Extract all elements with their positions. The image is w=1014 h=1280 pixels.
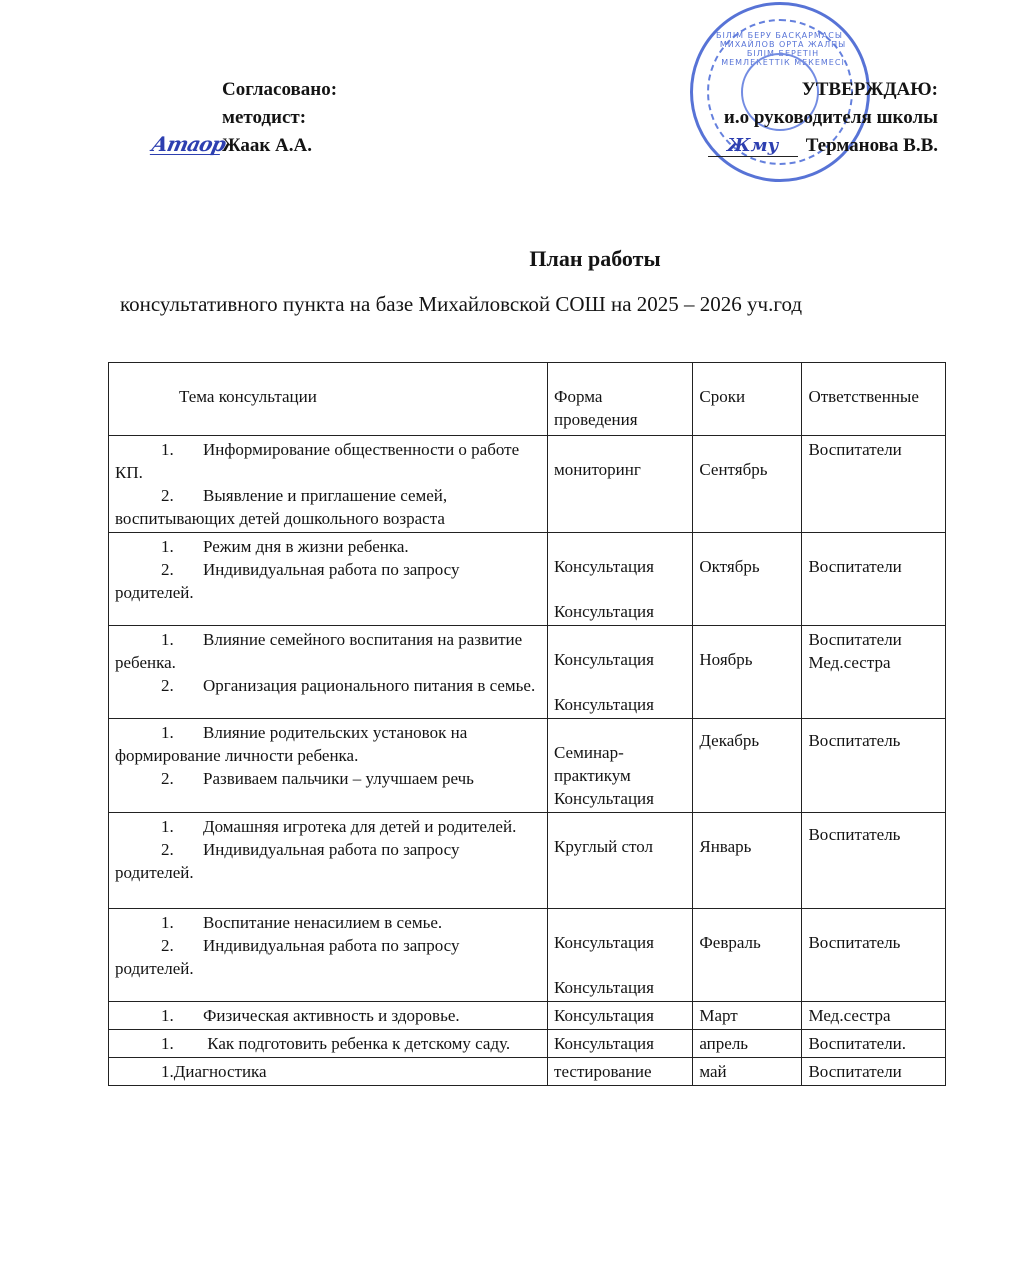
header-responsible: Ответственные bbox=[802, 363, 946, 436]
topic-item bbox=[115, 838, 541, 884]
table-row bbox=[109, 1030, 946, 1058]
responsible-value: Воспитатель bbox=[808, 825, 901, 844]
topic-text: Развиваем пальчики – улучшаем речь bbox=[203, 769, 474, 788]
agreed-label: Согласовано: bbox=[222, 79, 338, 100]
topic-text: Влияние родительских установок на формирование личности ребенка. bbox=[115, 723, 468, 765]
form-value: Консультация bbox=[554, 1034, 654, 1053]
topic-number: 1. bbox=[161, 440, 174, 459]
responsible-value: Воспитатель bbox=[808, 933, 901, 952]
cell-term: Март bbox=[693, 1002, 802, 1030]
form-value: Семинар-практикум bbox=[554, 743, 631, 785]
topic-item bbox=[115, 558, 541, 604]
cell-responsible bbox=[802, 533, 946, 626]
topic-number: 1. bbox=[161, 723, 174, 742]
table-body bbox=[109, 436, 946, 1086]
table-row bbox=[109, 719, 946, 813]
cell-form bbox=[548, 1002, 693, 1030]
form-value: Консультация bbox=[554, 602, 654, 621]
topic-text: Воспитание ненасилием в семье. bbox=[203, 913, 443, 932]
topic-number: 2. bbox=[161, 560, 174, 579]
header-form: Форма проведения bbox=[548, 363, 693, 436]
responsible-value: Мед.сестра bbox=[808, 653, 891, 672]
responsible-value: Воспитатели bbox=[808, 557, 902, 576]
topic-text: Индивидуальная работа по запросу родителей. bbox=[115, 560, 460, 602]
form-value: мониторинг bbox=[554, 460, 641, 479]
responsible-value: Воспитатели bbox=[808, 630, 902, 649]
header-term: Сроки bbox=[693, 363, 802, 436]
document-title-wrap bbox=[0, 246, 1014, 272]
table-row bbox=[109, 813, 946, 909]
cell-topic bbox=[109, 1058, 548, 1086]
cell-responsible bbox=[802, 1030, 946, 1058]
header-topic: Тема консультации bbox=[109, 363, 548, 436]
responsible-value: Воспитатель bbox=[808, 731, 901, 750]
form-value: Консультация bbox=[554, 789, 654, 808]
cell-responsible bbox=[802, 436, 946, 533]
table-row bbox=[109, 626, 946, 719]
cell-term: Февраль bbox=[693, 909, 802, 1002]
table-row bbox=[109, 533, 946, 626]
topic-item bbox=[115, 438, 541, 484]
form-value: Круглый стол bbox=[554, 837, 654, 856]
cell-form bbox=[548, 1030, 693, 1058]
table-row bbox=[109, 1058, 946, 1086]
topic-number: 2. bbox=[161, 769, 174, 788]
topic-number: 1. bbox=[161, 913, 174, 932]
cell-term: Сентябрь bbox=[693, 436, 802, 533]
form-value: Консультация bbox=[554, 695, 654, 714]
table-header-row bbox=[109, 363, 946, 436]
topic-item bbox=[115, 911, 541, 934]
topic-text: Индивидуальная работа по запросу родителей. bbox=[115, 840, 460, 882]
document-title: План работы bbox=[529, 246, 661, 271]
cell-topic bbox=[109, 1002, 548, 1030]
cell-responsible bbox=[802, 813, 946, 909]
topic-item bbox=[115, 628, 541, 674]
cell-topic bbox=[109, 719, 548, 813]
agreed-block bbox=[149, 76, 338, 160]
stamp-text: БІЛІМ БЕРУ БАСҚАРМАСЫ · МИХАЙЛОВ ОРТА ЖАЛПЫ БІЛІМ БЕРЕТІН МЕМЛЕКЕТТІК МЕКЕМЕСІ bbox=[715, 31, 851, 67]
approved-name: Терманова В.В. bbox=[805, 135, 938, 156]
cell-topic bbox=[109, 436, 548, 533]
topic-number: 2. bbox=[161, 936, 174, 955]
cell-topic bbox=[109, 533, 548, 626]
cell-term: Январь bbox=[693, 813, 802, 909]
approved-position: и.о руководителя школы bbox=[723, 107, 938, 128]
topic-number: 1. bbox=[161, 537, 174, 556]
cell-term: апрель bbox=[693, 1030, 802, 1058]
table-row bbox=[109, 1002, 946, 1030]
topic-number: 1. bbox=[161, 1034, 174, 1053]
cell-term: Декабрь bbox=[693, 719, 802, 813]
topic-text: Выявление и приглашение семей, воспитывающих детей дошкольного возраста bbox=[115, 486, 448, 528]
cell-topic bbox=[109, 1030, 548, 1058]
responsible-value: Воспитатели bbox=[808, 440, 902, 459]
topic-item bbox=[115, 1060, 541, 1083]
topic-number: 2. bbox=[161, 676, 174, 695]
approved-signature: Жму bbox=[708, 136, 798, 157]
topic-number: 1. bbox=[161, 1006, 174, 1025]
agreed-name: Жаак А.А. bbox=[222, 135, 312, 156]
responsible-value: Воспитатели. bbox=[808, 1034, 907, 1053]
cell-term: Ноябрь bbox=[693, 626, 802, 719]
topic-text: Режим дня в жизни ребенка. bbox=[203, 537, 409, 556]
cell-responsible bbox=[802, 909, 946, 1002]
topic-text: Организация рационального питания в семье. bbox=[203, 676, 536, 695]
cell-form bbox=[548, 909, 693, 1002]
approved-block bbox=[708, 76, 938, 160]
cell-form bbox=[548, 436, 693, 533]
approved-signature-line bbox=[708, 132, 938, 160]
table-row bbox=[109, 909, 946, 1002]
cell-responsible bbox=[802, 1002, 946, 1030]
cell-responsible bbox=[802, 1058, 946, 1086]
form-value: тестирование bbox=[554, 1062, 652, 1081]
agreed-signature: Атаор bbox=[149, 132, 228, 156]
topic-text: Индивидуальная работа по запросу родителей. bbox=[115, 936, 460, 978]
responsible-value: Воспитатели bbox=[808, 1062, 902, 1081]
topic-number: 1. bbox=[161, 630, 174, 649]
topic-number: 2. bbox=[161, 486, 174, 505]
table-row bbox=[109, 436, 946, 533]
cell-form bbox=[548, 813, 693, 909]
cell-term: май bbox=[693, 1058, 802, 1086]
topic-item bbox=[115, 535, 541, 558]
topic-item bbox=[115, 1032, 541, 1055]
cell-responsible bbox=[802, 719, 946, 813]
topic-text: Как подготовить ребенка к детскому саду. bbox=[203, 1034, 511, 1053]
form-value: Консультация bbox=[554, 1006, 654, 1025]
responsible-value: Мед.сестра bbox=[808, 1006, 891, 1025]
topic-number: 2. bbox=[161, 840, 174, 859]
cell-form bbox=[548, 626, 693, 719]
topic-text: Физическая активность и здоровье. bbox=[203, 1006, 460, 1025]
cell-form bbox=[548, 719, 693, 813]
topic-item bbox=[115, 934, 541, 980]
topic-text: 1.Диагностика bbox=[161, 1062, 267, 1081]
form-value: Консультация bbox=[554, 978, 654, 997]
plan-table bbox=[108, 362, 946, 1086]
cell-form bbox=[548, 1058, 693, 1086]
cell-topic bbox=[109, 813, 548, 909]
cell-topic bbox=[109, 909, 548, 1002]
cell-term: Октябрь bbox=[693, 533, 802, 626]
topic-number: 1. bbox=[161, 817, 174, 836]
form-value: Консультация bbox=[554, 650, 654, 669]
topic-text: Домашняя игротека для детей и родителей. bbox=[203, 817, 517, 836]
cell-form bbox=[548, 533, 693, 626]
form-value: Консультация bbox=[554, 933, 654, 952]
form-value: Консультация bbox=[554, 557, 654, 576]
document-subtitle: консультативного пункта на базе Михайловской СОШ на 2025 – 2026 уч.год bbox=[120, 292, 803, 316]
topic-item bbox=[115, 1004, 541, 1027]
topic-item bbox=[115, 815, 541, 838]
approved-label: УТВЕРЖДАЮ: bbox=[801, 79, 938, 100]
cell-topic bbox=[109, 626, 548, 719]
topic-text: Влияние семейного воспитания на развитие ребенка. bbox=[115, 630, 523, 672]
agreed-signature-line bbox=[149, 132, 337, 160]
topic-item bbox=[115, 484, 541, 530]
topic-item bbox=[115, 721, 541, 767]
topic-text: Информирование общественности о работе КП. bbox=[115, 440, 520, 482]
cell-responsible bbox=[802, 626, 946, 719]
topic-item bbox=[115, 674, 541, 697]
topic-item bbox=[115, 767, 541, 790]
agreed-position: методист: bbox=[222, 107, 307, 128]
